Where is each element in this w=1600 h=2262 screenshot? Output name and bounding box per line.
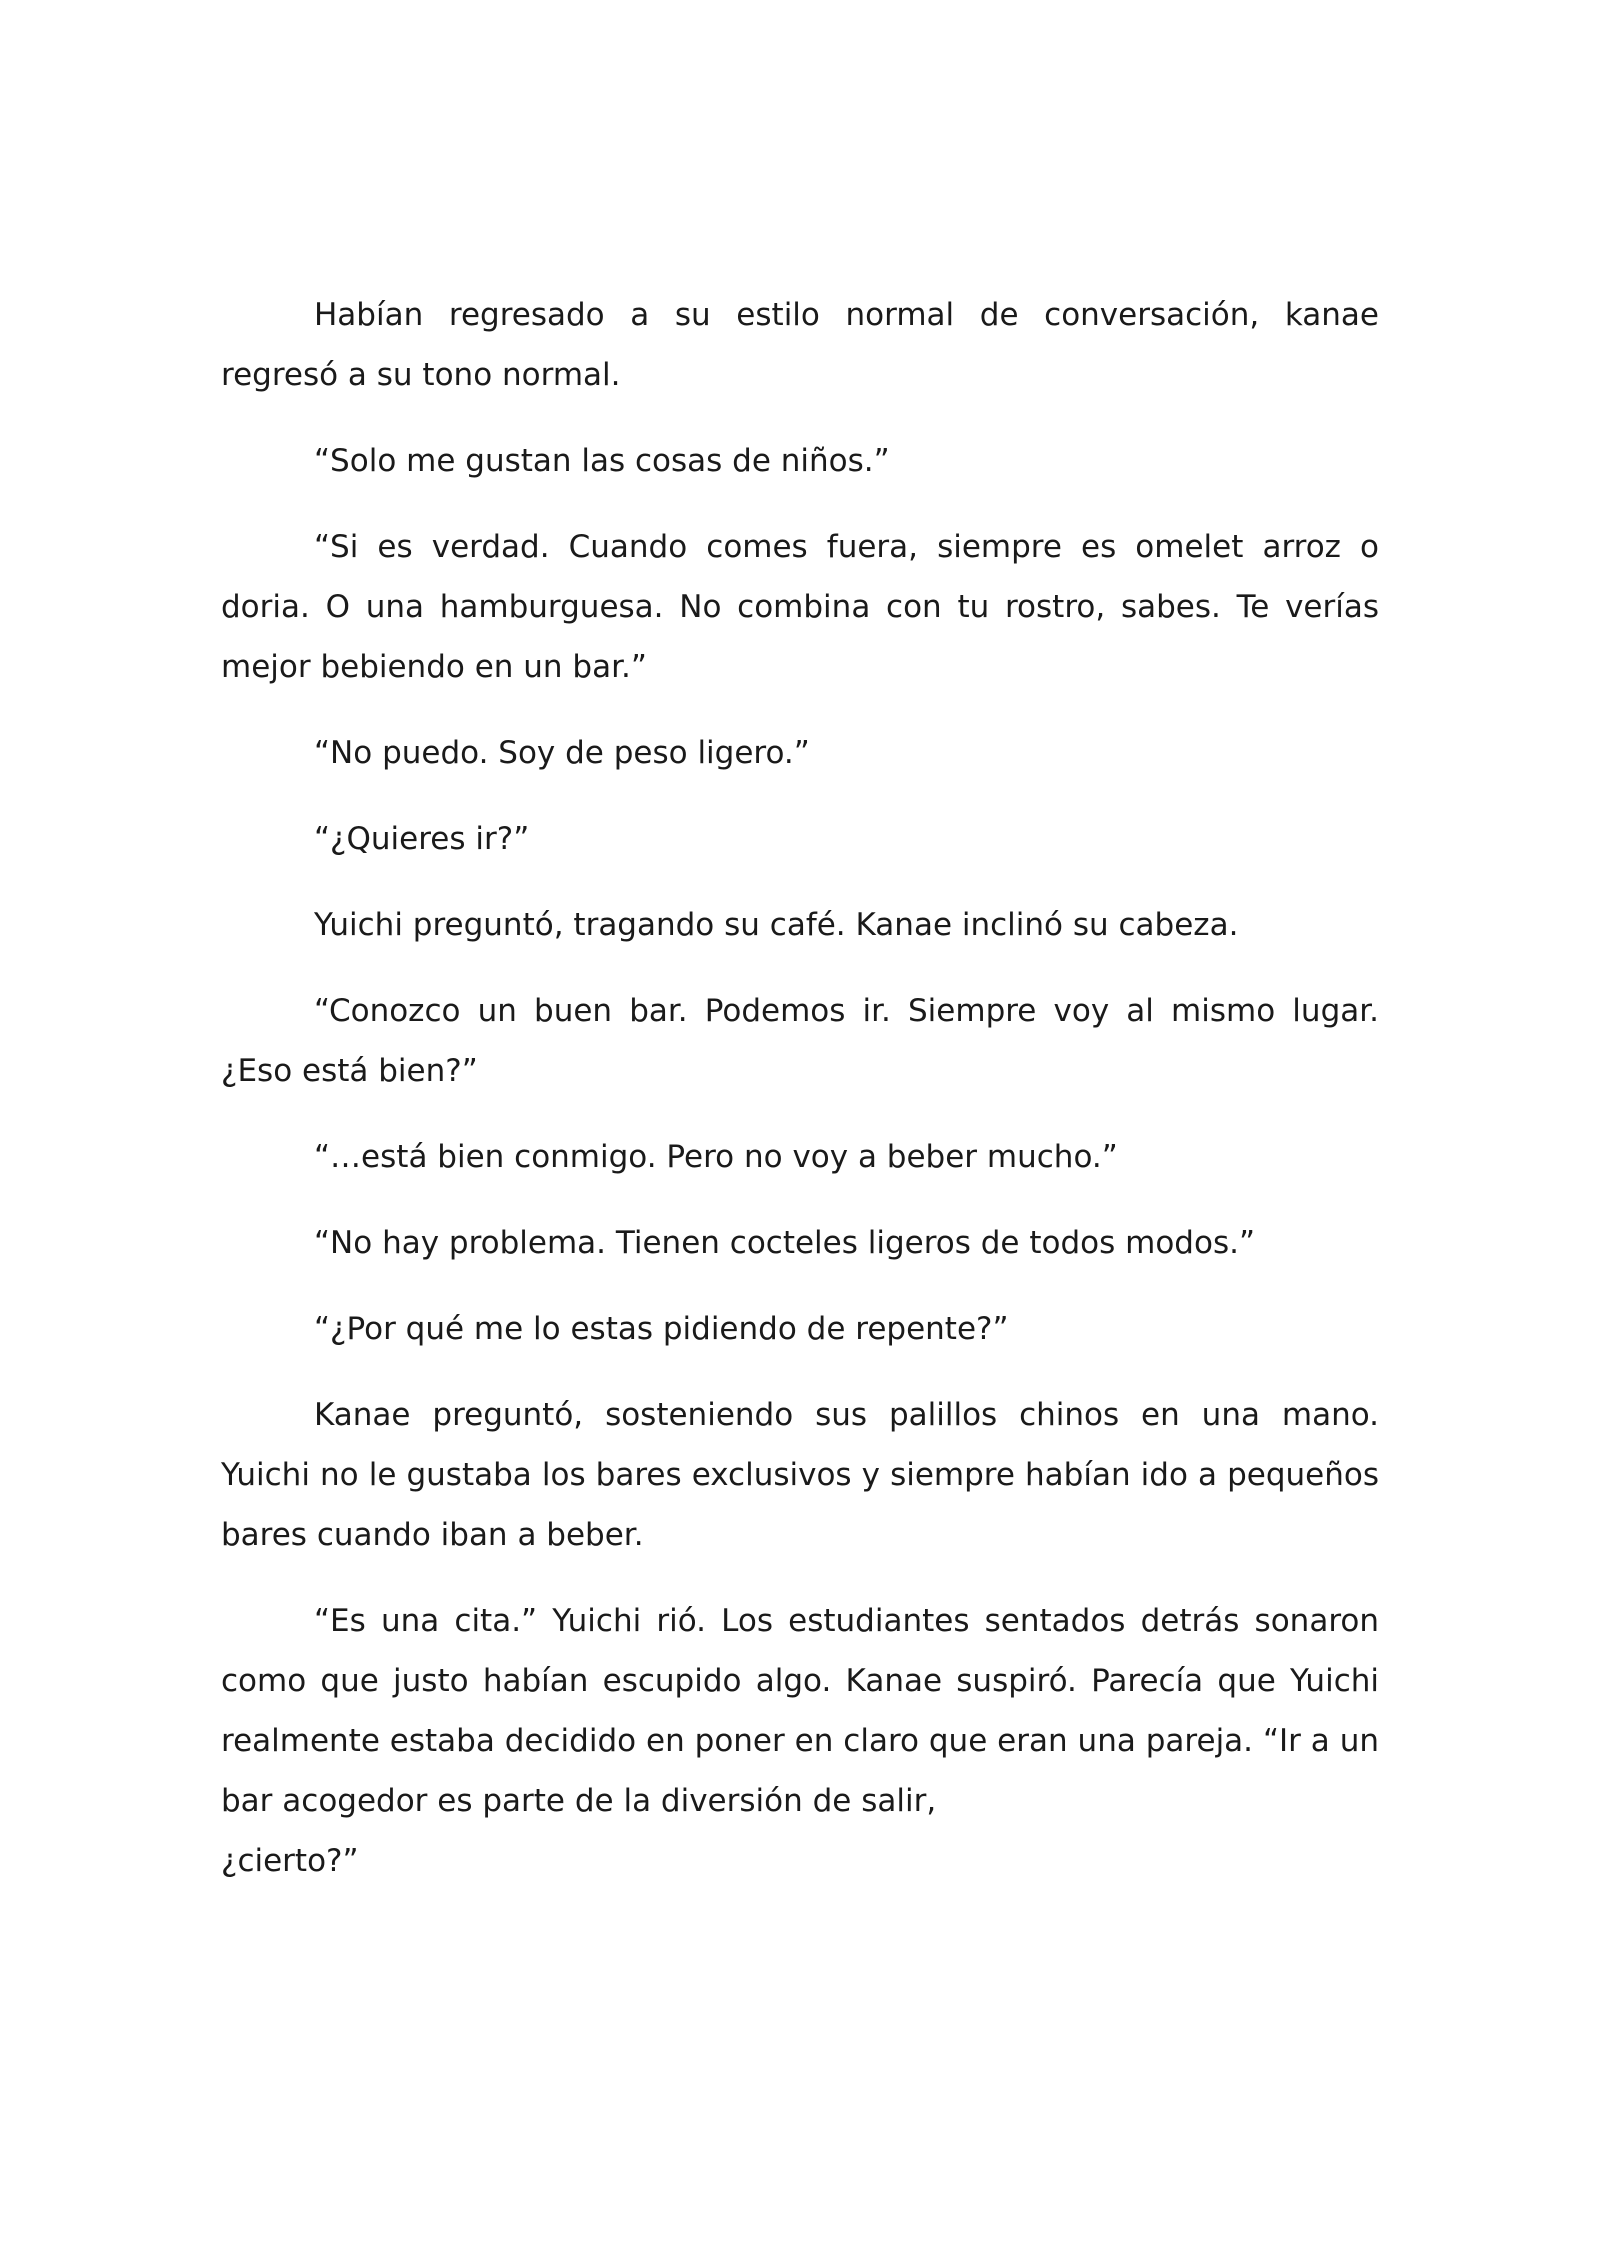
paragraph-9: “No hay problema. Tienen cocteles ligeros de todos modos.” [314, 1225, 1256, 1261]
paragraph-8: “…está bien conmigo. Pero no voy a beber mucho.” [314, 1139, 1118, 1175]
paragraph-3: “Si es verdad. Cuando comes fuera, siempre es omelet arroz o doria. O una hamburguesa. No combina con tu rostro, sabes. Te verías mejor bebiendo en un bar.” [221, 529, 1379, 685]
paragraph-10: “¿Por qué me lo estas pidiendo de repente?” [314, 1311, 1009, 1347]
paragraph-5: “¿Quieres ir?” [314, 821, 530, 857]
paragraph-6: Yuichi preguntó, tragando su café. Kanae inclinó su cabeza. [314, 907, 1239, 943]
paragraph-12: “Es una cita.” Yuichi rió. Los estudiantes sentados detrás sonaron como que justo habían escupido algo. Kanae suspiró. Parecía que Yuichi realmente estaba decidido en poner en claro que eran una pareja. “Ir a un bar acogedor es parte de la diversión de salir, [221, 1603, 1379, 1819]
paragraph-4: “No puedo. Soy de peso ligero.” [314, 735, 810, 771]
paragraph-11: Kanae preguntó, sosteniendo sus palillos chinos en una mano. Yuichi no le gustaba los bares exclusivos y siempre habían ido a pequeños bares cuando iban a beber. [221, 1397, 1379, 1553]
paragraph-1: Habían regresado a su estilo normal de conversación, kanae regresó a su tono normal. [221, 297, 1379, 393]
body-text [221, 285, 1379, 1917]
paragraph-12-last-line: ¿cierto?” [221, 1843, 359, 1879]
paragraph-2: “Solo me gustan las cosas de niños.” [314, 443, 890, 479]
paragraph-7: “Conozco un buen bar. Podemos ir. Siempre voy al mismo lugar. ¿Eso está bien?” [221, 993, 1379, 1089]
